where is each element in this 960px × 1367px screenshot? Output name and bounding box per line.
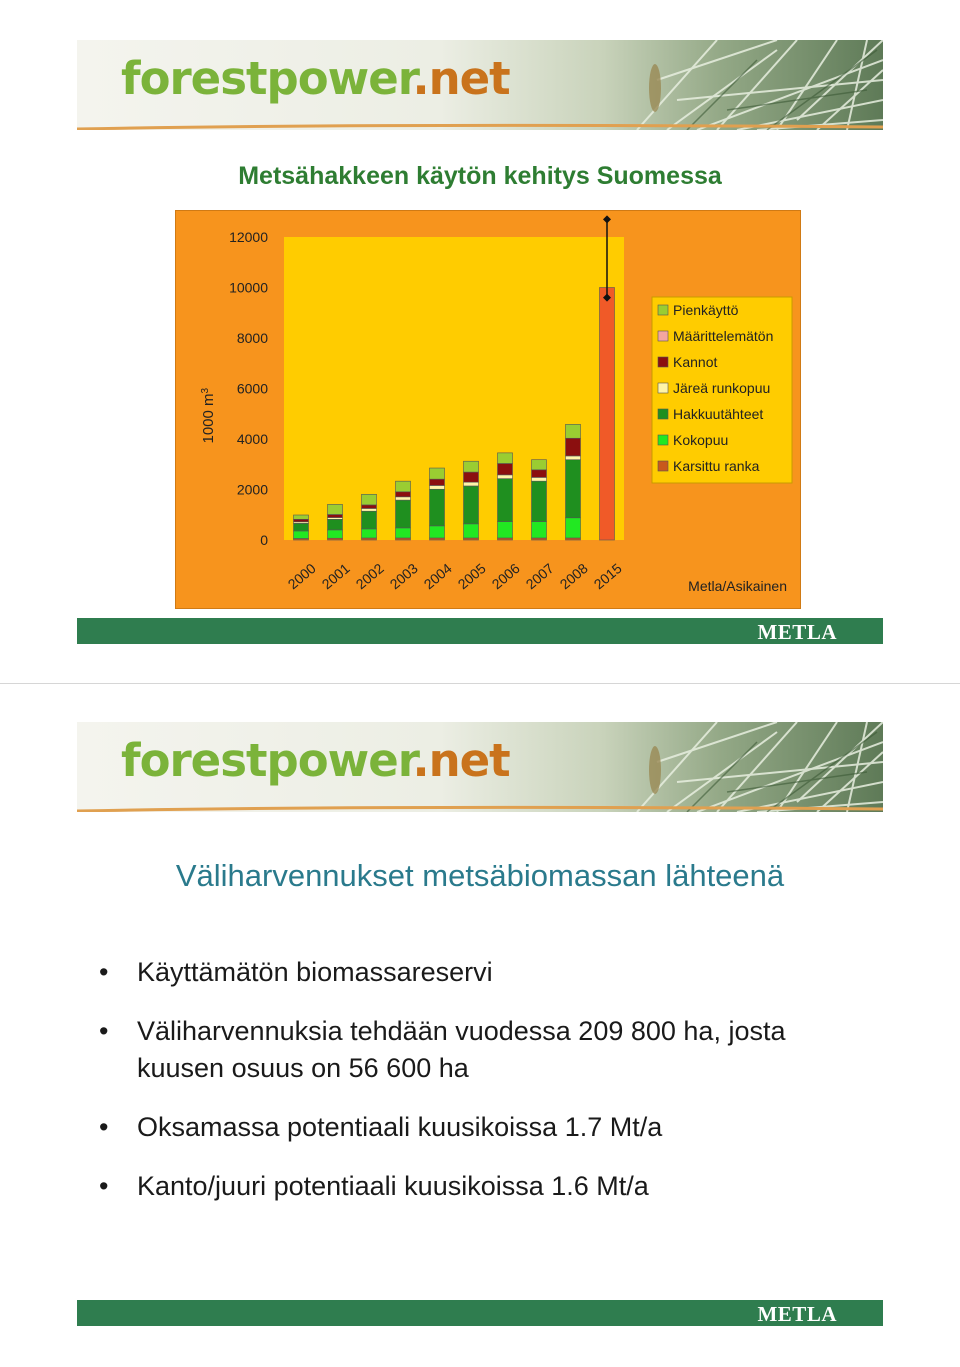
legend-label: Määrittelemätön bbox=[673, 328, 774, 344]
bar-segment bbox=[328, 514, 343, 517]
legend-swatch bbox=[658, 435, 668, 445]
bar-segment bbox=[430, 479, 445, 485]
x-tick-label: 2002 bbox=[352, 560, 387, 593]
y-tick-label: 6000 bbox=[236, 380, 268, 397]
bar-segment bbox=[498, 463, 513, 474]
bar-segment bbox=[532, 470, 547, 478]
bar-segment bbox=[566, 424, 581, 438]
y-tick-label: 4000 bbox=[236, 431, 268, 447]
x-tick-label: 2007 bbox=[522, 560, 557, 593]
footer-bar bbox=[77, 1300, 883, 1326]
bar-segment bbox=[532, 460, 547, 470]
legend-swatch bbox=[658, 357, 668, 367]
legend-label: Karsittu ranka bbox=[673, 458, 760, 474]
legend-swatch bbox=[658, 409, 668, 419]
bar-segment bbox=[294, 531, 309, 539]
bar-segment bbox=[464, 461, 479, 472]
error-bar-marker bbox=[603, 215, 611, 223]
bar-segment bbox=[396, 497, 411, 500]
bar-segment bbox=[294, 519, 309, 522]
bullet-item: • Käyttämätön biomassareservi bbox=[99, 954, 859, 991]
y-tick-label: 8000 bbox=[236, 330, 268, 346]
x-tick-label: 2004 bbox=[420, 560, 455, 593]
y-tick-label: 12000 bbox=[229, 229, 268, 245]
metla-logo: METLA bbox=[757, 620, 837, 644]
legend-label: Kannot bbox=[673, 354, 718, 370]
bar-segment bbox=[294, 515, 309, 519]
header-banner bbox=[77, 40, 883, 130]
logo-swoosh bbox=[77, 123, 883, 130]
footer-bar bbox=[77, 618, 883, 644]
y-axis-label: 1000 $m^3$ bbox=[199, 387, 217, 444]
legend-swatch bbox=[658, 383, 668, 393]
bar-segment bbox=[362, 505, 377, 509]
bar-segment bbox=[498, 522, 513, 538]
bar-segment bbox=[430, 468, 445, 479]
stacked-bar-chart bbox=[176, 211, 800, 608]
bar-segment bbox=[498, 475, 513, 479]
bar-segment bbox=[464, 538, 479, 540]
page-separator bbox=[0, 683, 960, 684]
forestpower-logo: forestpower.net bbox=[121, 52, 510, 105]
bar-segment bbox=[566, 518, 581, 538]
x-tick-label: 2015 bbox=[590, 560, 625, 593]
bar-segment bbox=[396, 538, 411, 540]
bar-segment bbox=[430, 489, 445, 526]
forestpower-logo: forestpower.net bbox=[121, 734, 510, 787]
bar-segment bbox=[566, 460, 581, 518]
bar-segment bbox=[498, 453, 513, 464]
bar-segment bbox=[532, 477, 547, 481]
bar-segment bbox=[362, 494, 377, 505]
legend-label: Pienkäyttö bbox=[673, 302, 739, 318]
bar-segment bbox=[294, 523, 309, 531]
x-tick-label: 2005 bbox=[454, 560, 489, 593]
bullet-item: • Oksamassa potentiaali kuusikoissa 1.7 Mt/a bbox=[99, 1109, 859, 1146]
legend-label: Hakkuutähteet bbox=[673, 406, 764, 422]
x-tick-label: 2003 bbox=[386, 560, 421, 593]
bar-segment bbox=[362, 538, 377, 540]
bar-segment bbox=[566, 456, 581, 460]
slide-1 bbox=[77, 40, 883, 645]
bar-segment bbox=[600, 288, 615, 541]
bar-segment bbox=[328, 504, 343, 514]
bar-segment bbox=[498, 538, 513, 540]
bar-segment bbox=[532, 538, 547, 540]
legend-swatch bbox=[658, 331, 668, 341]
bar-segment bbox=[464, 472, 479, 482]
slide-title: Väliharvennukset metsäbiomassan lähteenä bbox=[175, 858, 785, 893]
chart-frame bbox=[175, 210, 801, 609]
y-tick-label: 10000 bbox=[229, 279, 268, 296]
slide-title: Metsähakkeen käytön kehitys Suomessa bbox=[238, 162, 722, 190]
bullet-list bbox=[99, 954, 859, 1227]
chart-source: Metla/Asikainen bbox=[688, 578, 787, 594]
metla-logo: METLA bbox=[757, 1302, 837, 1326]
bar-segment bbox=[430, 485, 445, 489]
bar-segment bbox=[532, 481, 547, 521]
x-tick-label: 2008 bbox=[556, 560, 591, 593]
bar-segment bbox=[464, 482, 479, 486]
bullet-item: • Väliharvennuksia tehdään vuodessa 209 800 ha, josta kuusen osuus on 56 600 ha bbox=[99, 1013, 859, 1087]
bar-segment bbox=[498, 479, 513, 522]
x-tick-label: 2006 bbox=[488, 560, 523, 593]
bar-segment bbox=[396, 492, 411, 497]
bar-segment bbox=[396, 528, 411, 538]
header-banner bbox=[77, 722, 883, 812]
bar-segment bbox=[396, 481, 411, 492]
bar-segment bbox=[532, 522, 547, 538]
bar-segment bbox=[362, 508, 377, 511]
legend-swatch bbox=[658, 305, 668, 315]
bar-segment bbox=[566, 538, 581, 540]
legend-swatch bbox=[658, 461, 668, 471]
x-tick-label: 2001 bbox=[318, 560, 353, 593]
bar-segment bbox=[362, 529, 377, 538]
x-tick-label: 2000 bbox=[284, 560, 319, 593]
slide-2 bbox=[77, 722, 883, 1327]
bar-segment bbox=[464, 486, 479, 524]
bar-segment bbox=[396, 500, 411, 528]
bar-segment bbox=[566, 438, 581, 456]
logo-swoosh bbox=[77, 805, 883, 812]
bar-segment bbox=[328, 519, 343, 530]
bullet-item: • Kanto/juuri potentiaali kuusikoissa 1.6 Mt/a bbox=[99, 1168, 859, 1205]
y-tick-label: 2000 bbox=[236, 481, 268, 498]
bar-segment bbox=[328, 530, 343, 538]
legend-label: Kokopuu bbox=[673, 432, 729, 448]
bar-segment bbox=[464, 524, 479, 538]
bar-segment bbox=[430, 526, 445, 538]
y-tick-label: 0 bbox=[260, 532, 268, 548]
bar-segment bbox=[430, 538, 445, 540]
legend-label: Järeä runkopuu bbox=[673, 380, 771, 396]
bar-segment bbox=[362, 511, 377, 529]
